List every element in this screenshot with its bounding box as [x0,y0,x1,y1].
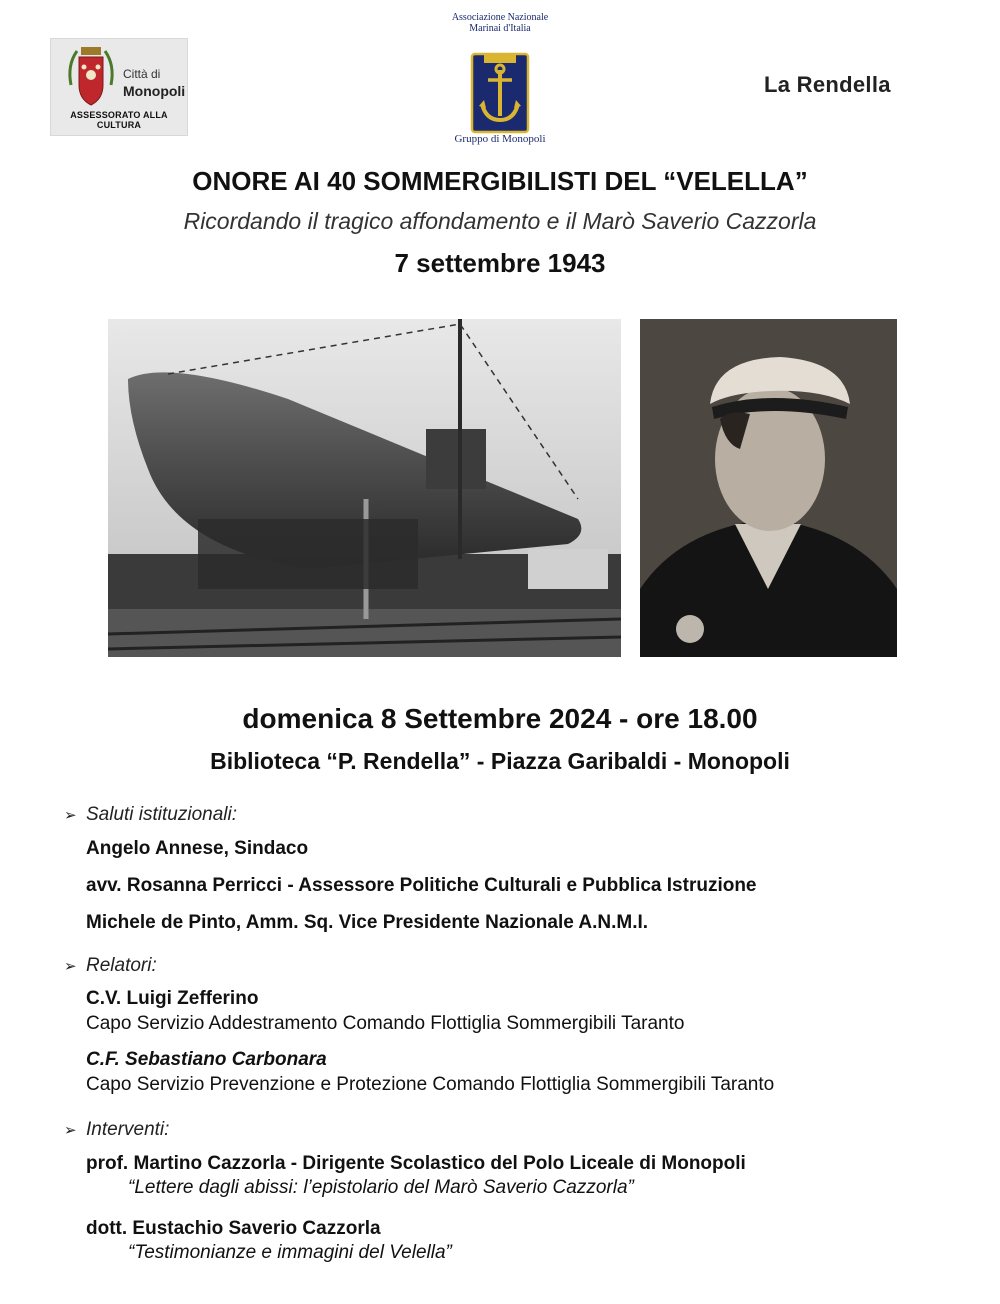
sailor-portrait-photo [640,319,897,657]
comune-city-label: Città di [123,67,161,81]
intervento-1-talk: “Lettere dagli abissi: l’epistolario del Marò Saverio Cazzorla” [128,1177,634,1198]
historic-date: 7 settembre 1943 [394,248,606,278]
arrow-bullet-icon: ➢ [64,1122,77,1139]
saluti-speaker-3: Michele de Pinto, Amm. Sq. Vice Presidente Nazionale A.N.M.I. [86,912,649,933]
comune-department: ASSESSORATO ALLA CULTURA [70,110,168,130]
saluti-speaker-1: Angelo Annese, Sindaco [86,838,309,859]
submarine-photo [108,319,621,657]
page-subtitle: Ricordando il tragico affondamento e il Marò Saverio Cazzorla [183,208,817,234]
interventi-heading-label: Interventi: [86,1119,170,1140]
relatore-2-role: Capo Servizio Prevenzione e Protezione Comando Flottiglia Sommergibili Taranto [86,1074,775,1095]
intervento-2-talk: “Testimonianze e immagini del Velella” [128,1242,452,1263]
comune-logo [50,38,188,136]
intervento-1-speaker: prof. Martino Cazzorla - Dirigente Scolastico del Polo Liceale di Monopoli [86,1153,746,1174]
relatori-heading-label: Relatori: [86,955,157,976]
event-place: Biblioteca “P. Rendella” - Piazza Garibaldi - Monopoli [210,748,790,774]
saluti-speaker-2: avv. Rosanna Perricci - Assessore Politiche Culturali e Pubblica Istruzione [86,875,757,896]
arrow-bullet-icon: ➢ [64,958,77,975]
comune-city-name: Monopoli [123,83,186,99]
relatore-1-role: Capo Servizio Addestramento Comando Flottiglia Sommergibili Taranto [86,1013,685,1034]
anchor-shield-icon [470,52,530,134]
saluti-heading-label: Saluti istituzionali: [86,804,238,825]
saluti-heading [64,804,237,826]
intervento-2-speaker: dott. Eustachio Saverio Cazzorla [86,1218,381,1239]
relatori-heading [64,955,157,977]
event-date-time: domenica 8 Settembre 2024 - ore 18.00 [242,703,758,734]
rendella-logo: La Rendella [764,72,891,97]
arrow-bullet-icon: ➢ [64,807,77,824]
anmi-group-label: Gruppo di Monopoli [454,133,546,145]
interventi-heading [64,1119,169,1141]
page-title: ONORE AI 40 SOMMERGIBILISTI DEL “VELELLA” [192,166,808,196]
monopoli-crest-icon [65,45,117,111]
relatore-2-name: C.F. Sebastiano Carbonara [86,1049,327,1070]
anmi-logo [430,12,570,148]
anmi-name-line2: Marinai d'Italia [469,23,531,34]
anmi-name-line1: Associazione Nazionale [451,12,549,23]
relatore-1-name: C.V. Luigi Zefferino [86,988,259,1009]
